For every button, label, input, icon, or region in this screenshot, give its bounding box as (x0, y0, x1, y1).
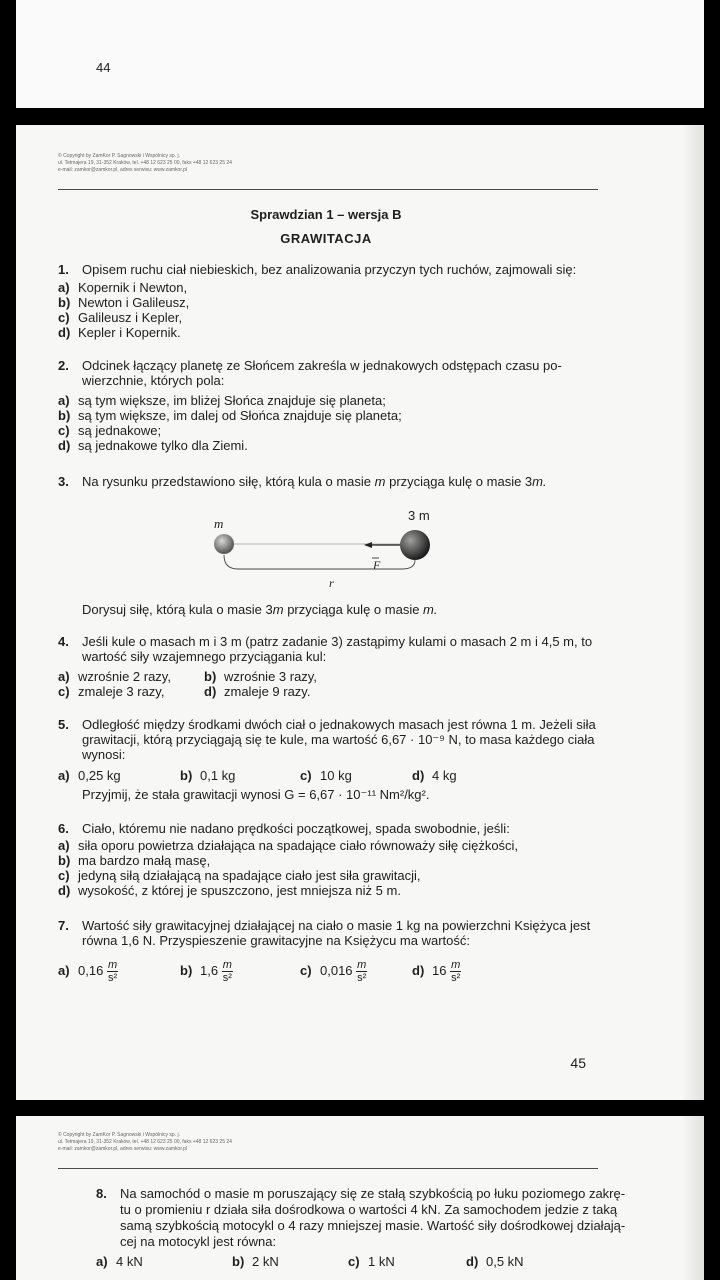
page-number-44: 44 (96, 60, 111, 75)
q6-text: Ciało, któremu nie nadano prędkości początkowej, spada swobodnie, jeśli: (82, 821, 510, 836)
page-number-45: 45 (570, 1055, 586, 1071)
q7-option-d: d) 16 $\frac{m}{\text{s²}}$ (412, 959, 461, 984)
q8-line-1: Na samochód o masie m poruszający się ze stałą szybkością po łuku poziomego zakrę- (120, 1186, 626, 1201)
q7-line-1: Wartość siły grawitacyjnej działającej na ciało o masie 1 kg na powierzchni Księżyca jest (82, 918, 591, 933)
copyright-line-3: e-mail: zamkor@zamkor.pl, adres serwisu: www.zamkor.pl (58, 167, 187, 173)
gravity-diagram (186, 503, 456, 593)
q8-number: 8. (96, 1186, 107, 1201)
q7-option-a: a) 0,16 $\frac{m}{\text{s²}}$ (58, 959, 118, 984)
q8-line-4: cej na motocykl jest równa: (120, 1234, 277, 1249)
label-3m: 3 m (408, 508, 430, 523)
q4-option-b: b) wzrośnie 3 razy, (204, 669, 317, 684)
q2-option-d: d) są jednakowe tylko dla Ziemi. (58, 438, 248, 453)
small-ball (214, 534, 234, 554)
test-subtitle: GRAWITACJA (280, 231, 372, 246)
q8-option-c: c) 1 kN (348, 1254, 395, 1269)
q5-number: 5. (58, 717, 69, 732)
q8-option-a: a) 4 kN (96, 1254, 143, 1269)
q3-text: Na rysunku przedstawiono siłę, którą kula o masie m przyciąga kulę o masie 3m. (82, 474, 547, 489)
page-46-sheet (16, 1116, 704, 1280)
q7-option-b: b) 1,6 $\frac{m}{\text{s²}}$ (180, 959, 232, 984)
test-title: Sprawdzian 1 – wersja B (250, 207, 402, 222)
q5-option-b: b) 0,1 kg (180, 768, 236, 783)
force-label: F (373, 558, 381, 572)
q3-number: 3. (58, 474, 69, 489)
q5-option-c: c) 10 kg (300, 768, 352, 783)
q8-option-b: b) 2 kN (232, 1254, 279, 1269)
q7-option-c: c) 0,016 $\frac{m}{\text{s²}}$ (300, 959, 367, 984)
q8-option-d: d) 0,5 kN (466, 1254, 524, 1269)
q8-line-2: tu o promieniu r działa siła dośrodkowa o wartości 4 kN. Za samochodem jedzie z taką (120, 1202, 618, 1217)
q7-number: 7. (58, 918, 69, 933)
q6-number: 6. (58, 821, 69, 836)
q1-text: Opisem ruchu ciał niebieskich, bez analizowania przyczyn tych ruchów, zajmowali się: (82, 262, 577, 277)
q1-option-a: a) Kopernik i Newton, (58, 280, 188, 295)
copyright-line-1: © Copyright by ZamKor P. Sagnowski i Wspólnicy sp. j. (58, 153, 180, 159)
q8-line-3: samą szybkością motocykl o 4 razy mniejszej masie. Wartość siły dośrodkowej działają- (120, 1218, 626, 1233)
q7-line-2: równa 1,6 N. Przyspieszenie grawitacyjne na Księżycu ma wartość: (82, 933, 470, 948)
q5-line-3: wynosi: (82, 747, 126, 762)
page-45-sheet (16, 125, 704, 1100)
q4-option-c: c) zmaleje 3 razy, (58, 684, 165, 699)
q4-line-1: Jeśli kule o masach m i 3 m (patrz zadanie 3) zastąpimy kulami o masach 2 m i 4,5 m, to (82, 634, 593, 649)
label-m: m (214, 516, 224, 531)
distance-bracket (224, 555, 415, 569)
copyright-bottom-line-1: © Copyright by ZamKor P. Sagnowski i Wspólnicy sp. j. (58, 1132, 180, 1138)
q2-line-2: wierzchnie, których pola: (82, 373, 225, 388)
q5-line-1: Odległość między środkami dwóch ciał o jednakowych masach jest równa 1 m. Jeżeli siła (82, 717, 596, 732)
copyright-bottom-line-2: ul. Tetmajera 19, 31-352 Kraków, tel. +48 12 623 25 00, faks +48 12 623 25 24 (58, 1139, 232, 1145)
q2-option-b: b) są tym większe, im dalej od Słońca znajduje się planeta; (58, 408, 402, 423)
page-44-sheet (16, 0, 704, 108)
q2-option-a: a) są tym większe, im bliżej Słońca znajduje się planeta; (58, 393, 386, 408)
q4-option-d: d) zmaleje 9 razy. (204, 684, 311, 699)
q6-option-c: c) jedyną siłą działającą na spadające ciało jest siła grawitacji, (58, 868, 421, 883)
q1-number: 1. (58, 262, 69, 277)
q3-instruction: Dorysuj siłę, którą kula o masie 3m przyciąga kulę o masie m. (82, 602, 438, 617)
q5-line-2: grawitacji, którą przyciągają się te kule, ma wartość 6,67 · 10⁻⁹ N, to masa każdego ciała (82, 732, 595, 747)
force-arrow-head (364, 542, 372, 548)
header-rule-bottom (58, 1168, 598, 1169)
page-shadow (682, 125, 704, 1100)
q4-option-a: a) wzrośnie 2 razy, (58, 669, 171, 684)
page-shadow-bottom (682, 1116, 704, 1280)
q5-note: Przyjmij, że stała grawitacji wynosi G = 6,67 · 10⁻¹¹ Nm²/kg². (82, 787, 430, 802)
q5-option-d: d) 4 kg (412, 768, 457, 783)
q1-option-d: d) Kepler i Kopernik. (58, 325, 181, 340)
q6-option-b: b) ma bardzo małą masę, (58, 853, 211, 868)
q2-line-1: Odcinek łączący planetę ze Słońcem zakreśla w jednakowych odstępach czasu po- (82, 358, 562, 373)
q4-line-2: wartość siły wzajemnego przyciągania kul: (82, 649, 327, 664)
header-rule (58, 189, 598, 190)
q2-option-c: c) są jednakowe; (58, 423, 162, 438)
q2-number: 2. (58, 358, 69, 373)
q6-option-d: d) wysokość, z której je spuszczono, jest mniejsza niż 5 m. (58, 883, 401, 898)
q1-option-c: c) Galileusz i Kepler, (58, 310, 183, 325)
q5-option-a: a) 0,25 kg (58, 768, 121, 783)
q4-number: 4. (58, 634, 69, 649)
q1-option-b: b) Newton i Galileusz, (58, 295, 190, 310)
large-ball (400, 530, 430, 560)
copyright-bottom-line-3: e-mail: zamkor@zamkor.pl, adres serwisu: www.zamkor.pl (58, 1146, 187, 1152)
q6-option-a: a) siła oporu powietrza działająca na spadające ciało równoważy siłę ciężkości, (58, 838, 519, 853)
distance-label: r (329, 576, 334, 590)
copyright-line-2: ul. Tetmajera 19, 31-352 Kraków, tel. +48 12 623 25 00, faks +48 12 623 25 24 (58, 160, 232, 166)
